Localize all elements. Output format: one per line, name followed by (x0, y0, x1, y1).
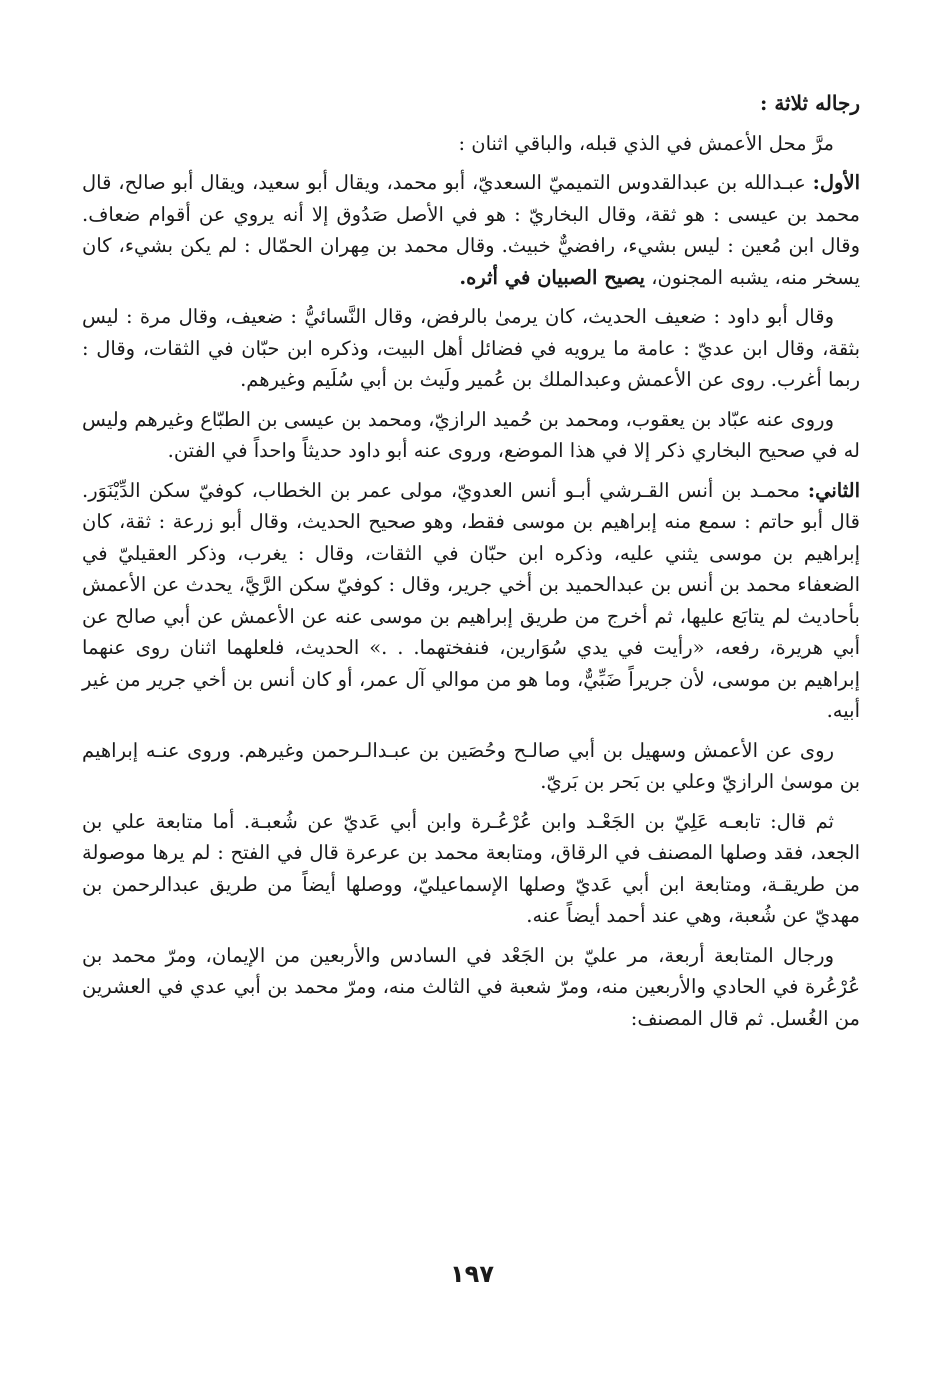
paragraph-mutabaa (82, 806, 860, 932)
paragraph-second-narrated-text: روى عن الأعمش وسهيل بن أبي صالـح وحُصَين بن عبـدالـرحمن وغيرهم. وروى عنـه إبراهيم بن موسىٰ الرازيّ وعلي بن بَحر بن بَريّ. (82, 738, 860, 793)
paragraph-mutabaa-men-text: ورجال المتابعة أربعة، مر عليّ بن الجَعْد في السادس والأربعين من الإيمان، ومرّ محمد بن عُرْعُرة في الحادي والأربعين منه، ومرّ شعبة في الثالث منه، ومرّ محمد بن أبي عدي في العشرين من الغُسل. ثم قال المصنف: (82, 943, 860, 1030)
first-narrator-label: الأول: (812, 171, 860, 194)
paragraph-first-narrator (82, 167, 860, 293)
paragraph-second-narrator (82, 475, 860, 727)
second-narrator-text: محمـد بن أنس القـرشي أبـو أنس العدويّ، مولى عمر بن الخطاب، كوفيّ سكن الدِّيْنَوَر. قال أبو حاتم : سمع منه إبراهيم بن موسى فقط، وهو صحيح الحديث، وقال أبو زرعة : ثقة، كان إبراهيم بن موسى يثني عليه، وذكره ابن حبّان في الثقات، وقال : يغرب، وذكر العقيليّ في الضعفاء محمد بن أنس بن عبدالحميد بن أخي جرير، وقال : كوفيّ سكن الرَّيَّ، يحدث عن الأعمش بأحاديث لم يتابَع عليها، ثم أخرج من طريق إبراهيم بن موسى عنه عن الأعمش عن أبي صالح عن أبي هريرة، رفعه، «رأيت في يدي سُوَارين، فنفختهما. . .» الحديث، فلعلهما اثنان روى عنهما إبراهيم بن موسى، لأن جريراً ضَبِّيٌّ، وما هو من موالي آل عمر، أو كان أنس بن أخي جرير من غير أبيه. (82, 478, 860, 722)
paragraph-mutabaa-text: ثم قال: تابعـه عَلِيّ بن الجَعْـد وابن عُرْعُـرة وابن أبي عَديّ عن شُعبـة. أما متابعة علي بن الجعد، فقد وصلها المصنف في الرقاق، ومتابعة محمد بن عرعرة قال في الفتح : لم يرها موصولة من طريقـة، ومتابعة ابن أبي عَديّ وصلها الإسماعيليّ، ووصلها أيضاً من طريق عبدالرحمن بن مهديّ عن شُعبة، وهي عند أحمد أيضاً عنه. (82, 809, 860, 927)
first-narrator-text: عبـدالله بن عبدالقدوس التميميّ السعديّ، أبو محمد، ويقال أبو سعيد، ويقال أبو صالح، قال محمد بن عيسى : هو ثقة، وقال البخاريّ : هو في الأصل صَدُوق إلا أنه يروي عن أقوام ضعاف. وقال ابن مُعين : ليس بشيء، رافضيٌّ خبيث. وقال محمد بن مِهران الحمّال : لم يكن بشيء، كان يسخر منه، يشبه المجنون، (82, 171, 860, 289)
second-narrator-label: الثاني: (807, 478, 860, 502)
paragraph-narrated-from (82, 404, 860, 467)
paragraph-mutabaa-men (82, 940, 860, 1035)
first-narrator-end: يصيح الصبيان في أثره. (459, 265, 645, 289)
paragraph-abu-dawud (82, 301, 860, 396)
section-heading: رجاله ثلاثة : (759, 91, 860, 115)
page-body (82, 88, 860, 1042)
paragraph-abu-dawud-text: وقال أبو داود : ضعيف الحديث، كان يرمىٰ بالرفض، وقال النَّسائيُّ : ضعيف، وقال مرة : ليس بثقة، وقال ابن عديّ : عامة ما يرويه في فضائل أهل البيت، وذكره ابن حبّان في الثقات، وقال : ربما أغرب. روى عن الأعمش وعبدالملك بن عُمير ولَيث بن أبي سُلَيم وغيرهم. (82, 305, 860, 391)
paragraph-second-narrated (82, 735, 860, 798)
paragraph-intro-text: مرَّ محل الأعمش في الذي قبله، والباقي اثنان : (458, 131, 834, 155)
paragraph-intro (82, 128, 860, 160)
page-number: ١٩٧ (450, 1260, 494, 1288)
paragraph-narrated-from-text: وروى عنه عبّاد بن يعقوب، ومحمد بن حُميد الرازيّ، ومحمد بن عيسى بن الطبّاع وغيرهم وليس له في صحيح البخاري ذكر إلا في هذا الموضع، وروى عنه أبو داود حديثاً واحداً في الفتن. (82, 407, 860, 462)
